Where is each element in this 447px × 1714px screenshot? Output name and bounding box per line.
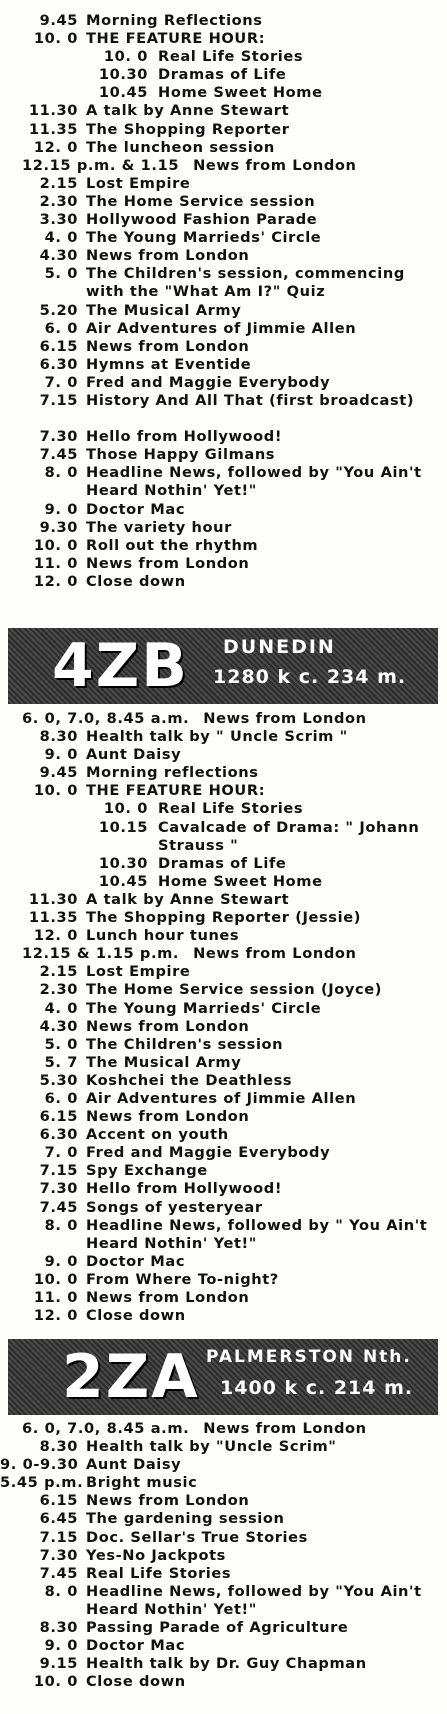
schedule-entry [0, 1289, 447, 1307]
entry-programme: Doctor Mac [86, 500, 186, 518]
entry-programme: Fred and Maggie Everybody [86, 373, 331, 391]
entry-programme: News from London [86, 1492, 250, 1510]
schedule-entry [0, 927, 447, 945]
entry-programme: The Musical Army [86, 301, 242, 319]
entry-programme: Lunch hour tunes [86, 927, 240, 945]
entry-time: 10. 0 [33, 30, 78, 48]
schedule-entry [0, 891, 447, 909]
entry-time: 10.15 [98, 818, 148, 836]
entry-time: 6.30 [39, 355, 78, 373]
entry-programme: News from London [86, 1108, 250, 1126]
schedule-entry [0, 1673, 447, 1691]
station-city: DUNEDIN [223, 636, 336, 658]
entry-programme: Roll out the rhythm [86, 536, 259, 554]
entry-programme: Hymns at Eventide [86, 355, 252, 373]
schedule-entry [0, 1583, 447, 1619]
schedule-entry [0, 1054, 447, 1072]
entry-time: 7.45 [39, 1198, 78, 1216]
station-banner-4zb [8, 628, 438, 704]
entry-programme: News from London [86, 337, 250, 355]
schedule-entry [0, 84, 447, 102]
entry-time: 9. 0 [44, 746, 78, 764]
entry-time: 4.30 [39, 247, 78, 265]
entry-programme: Air Adventures of Jimmie Allen [86, 319, 357, 337]
schedule-entry [0, 855, 447, 873]
entry-programme: Doctor Mac [86, 1637, 186, 1655]
entry-time: 9.45 [39, 12, 78, 29]
schedule-entry [0, 1529, 447, 1547]
station-call-sign: 2ZA [62, 1342, 200, 1412]
entry-time: 11.35 [28, 909, 78, 927]
schedule-entry [0, 1000, 447, 1018]
entry-programme: Close down [86, 572, 186, 590]
entry-time: 7. 0 [44, 373, 78, 391]
entry-programme: Passing Parade of Agriculture [86, 1619, 349, 1637]
schedule-entry [0, 302, 447, 320]
schedule-entry [0, 392, 447, 428]
entry-programme: The luncheon session [86, 138, 275, 156]
schedule-entry [0, 356, 447, 374]
entry-time: 11.30 [28, 102, 78, 120]
schedule-entry [0, 800, 447, 818]
entry-programme: A talk by Anne Stewart [86, 890, 290, 908]
schedule-entry [0, 1162, 447, 1180]
entry-programme: Spy Exchange [86, 1162, 208, 1180]
schedule-entry [0, 764, 447, 782]
entry-programme: Health talk by Dr. Guy Chapman [86, 1655, 367, 1673]
entry-time: 10.45 [98, 872, 148, 890]
schedule-entry [0, 1307, 447, 1325]
entry-time: 11.30 [28, 890, 78, 908]
entry-time: 9. 0 [44, 500, 78, 518]
entry-programme: Headline News, followed by "You Ain't Heard Nothin' Yet!" [86, 1582, 422, 1618]
schedule-entry [0, 963, 447, 981]
entry-programme: Headline News, followed by " You Ain't Heard Nothin' Yet!" [86, 1216, 428, 1252]
entry-programme: Those Happy Gilmans [86, 446, 276, 464]
entry-programme: Cavalcade of Drama: " Johann Strauss " [158, 818, 420, 854]
entry-time: 6.15 [39, 1108, 78, 1126]
entry-programme: Doc. Sellar's True Stories [86, 1528, 308, 1546]
schedule-entry [0, 464, 447, 500]
entry-time: 12. 0 [33, 138, 78, 156]
entry-programme: News from London [203, 1420, 367, 1437]
schedule-entry [0, 537, 447, 555]
entry-programme: Health talk by " Uncle Scrim " [86, 728, 348, 746]
entry-time: 9.15 [39, 1655, 78, 1673]
entry-programme: Close down [86, 1673, 186, 1691]
schedule-entry [0, 1565, 447, 1583]
entry-programme: Real Life Stories [158, 48, 304, 66]
entry-programme: News from London [86, 247, 250, 265]
entry-programme: The gardening session [86, 1510, 285, 1528]
entry-time: 5. 0 [44, 265, 78, 283]
entry-time: 11. 0 [33, 1289, 78, 1306]
schedule-entry [0, 193, 447, 211]
entry-time: 7. 0 [44, 1144, 78, 1162]
entry-programme: Fred and Maggie Everybody [86, 1144, 331, 1162]
entry-time: 10. 0 [33, 536, 78, 554]
schedule-entry [0, 1456, 447, 1474]
schedule-entry [0, 909, 447, 927]
entry-programme: Doctor Mac [86, 1252, 186, 1270]
schedule-entry [0, 247, 447, 265]
schedule-entry [0, 519, 447, 537]
entry-time: 8.30 [39, 728, 78, 746]
entry-programme: News from London [86, 1289, 250, 1306]
entry-programme: Aunt Daisy [86, 1456, 182, 1474]
schedule-entry [0, 229, 447, 247]
entry-time: 10. 0 [33, 1673, 78, 1691]
entry-time: 9.30 [39, 518, 78, 536]
schedule-entry [0, 1547, 447, 1565]
entry-time: 2.15 [39, 174, 78, 192]
station-call-sign: 4ZB [52, 631, 189, 701]
schedule-entry [0, 1036, 447, 1054]
schedule-entry [0, 121, 447, 139]
entry-time: 6. 0 [44, 319, 78, 337]
entry-programme: Hello from Hollywood! [86, 1180, 283, 1198]
entry-programme: Koshchei the Deathless [86, 1071, 293, 1089]
schedule-entry [0, 746, 447, 764]
entry-time: 2.30 [39, 981, 78, 999]
entry-time: 9. 0-9.30 [0, 1456, 79, 1474]
entry-time: 7.30 [39, 1546, 78, 1564]
schedule-entry [0, 728, 447, 746]
station-frequency: 1280 k c. 234 m. [213, 666, 407, 688]
schedule-entry [0, 1018, 447, 1036]
schedule-entry [0, 12, 447, 30]
entry-time: 6. 0, 7.0, 8.45 a.m. [22, 710, 190, 727]
entry-time: 12.15 p.m. & 1.15 [22, 156, 180, 174]
entry-programme: The Young Marrieds' Circle [86, 229, 322, 247]
entry-time: 10.30 [98, 854, 148, 872]
entry-programme: The Children's session, commencing with the "What Am I?" Quiz [86, 265, 405, 301]
schedule-entry [0, 1655, 447, 1673]
entry-time: 8. 0 [44, 464, 78, 482]
schedule-entry [0, 1217, 447, 1253]
entry-programme: THE FEATURE HOUR: [86, 30, 266, 48]
entry-programme: The Musical Army [86, 1053, 242, 1071]
entry-programme: Morning Reflections [86, 12, 263, 29]
schedule-entry [0, 265, 447, 301]
entry-programme: The Shopping Reporter (Jessie) [86, 909, 361, 927]
entry-programme: Home Sweet Home [158, 872, 323, 890]
entry-programme: Real Life Stories [86, 1564, 232, 1582]
entry-time: 7.45 [39, 1564, 78, 1582]
entry-time: 5. 7 [44, 1053, 78, 1071]
schedule-entry [0, 1199, 447, 1217]
entry-time: 7.45 [39, 446, 78, 464]
schedule-entry [0, 873, 447, 891]
schedule-entry [0, 573, 447, 591]
entry-time: 2.30 [39, 192, 78, 210]
schedule-entry [0, 338, 447, 356]
entry-programme: The Young Marrieds' Circle [86, 999, 322, 1017]
schedule-entry [0, 1180, 447, 1198]
schedule-entry [0, 1510, 447, 1528]
schedule-entry [0, 139, 447, 157]
entry-programme: Accent on youth [86, 1126, 229, 1144]
entry-time: 4.30 [39, 1017, 78, 1035]
entry-programme: Songs of yesteryear [86, 1198, 263, 1216]
entry-programme: News from London [203, 710, 367, 727]
entry-time: 6. 0 [44, 1089, 78, 1107]
entry-time: 6.45 [39, 1510, 78, 1528]
entry-time: 6.30 [39, 1126, 78, 1144]
schedule-entry [0, 1144, 447, 1162]
entry-programme: News from London [86, 1017, 250, 1035]
entry-programme: The Home Service session [86, 192, 316, 210]
station-frequency: 1400 k c. 214 m. [220, 1377, 414, 1399]
schedule-entry [0, 30, 447, 48]
entry-time: 4. 0 [44, 229, 78, 247]
schedule-entry [0, 1474, 447, 1492]
schedule-entry [0, 945, 447, 963]
entry-programme: A talk by Anne Stewart [86, 102, 290, 120]
entry-time: 10.45 [98, 84, 148, 102]
schedule-entry [0, 446, 447, 464]
schedule-entry [0, 819, 447, 855]
entry-time: 9. 0 [44, 1637, 78, 1655]
entry-programme: Yes-No Jackpots [86, 1546, 226, 1564]
entry-time: 7.30 [39, 1180, 78, 1198]
entry-programme: THE FEATURE HOUR: [86, 782, 266, 800]
entry-programme: News from London [193, 156, 357, 174]
entry-programme: Bright music [86, 1474, 198, 1492]
schedule-entry [0, 48, 447, 66]
schedule-entry [0, 374, 447, 392]
schedule-entry [0, 710, 447, 728]
entry-programme: Dramas of Life [158, 66, 287, 84]
schedule-entry [0, 1619, 447, 1637]
schedule-entry [0, 981, 447, 999]
schedule-entry [0, 1420, 447, 1438]
entry-time: 11.35 [28, 120, 78, 138]
schedule-entry [0, 1637, 447, 1655]
entry-time: 11. 0 [33, 554, 78, 572]
entry-time: 8.30 [39, 1619, 78, 1637]
entry-time: 7.30 [39, 428, 78, 446]
entry-time: 6. 0, 7.0, 8.45 a.m. [22, 1420, 190, 1437]
schedule-entry [0, 1492, 447, 1510]
entry-time: 5.30 [39, 1071, 78, 1089]
entry-time: 4. 0 [44, 999, 78, 1017]
schedule-entry [0, 1108, 447, 1126]
entry-programme: Air Adventures of Jimmie Allen [86, 1089, 357, 1107]
entry-time: 8. 0 [44, 1582, 78, 1600]
schedule-section-1 [0, 12, 447, 591]
entry-programme: The Home Service session (Joyce) [86, 981, 383, 999]
entry-programme: Headline News, followed by "You Ain't Heard Nothin' Yet!" [86, 464, 422, 500]
entry-time: 10. 0 [33, 1270, 78, 1288]
schedule-section-3 [0, 1420, 447, 1691]
entry-programme: Aunt Daisy [86, 746, 182, 764]
schedule-entry [0, 1271, 447, 1289]
entry-programme: From Where To-night? [86, 1270, 279, 1288]
schedule-entry [0, 66, 447, 84]
entry-time: 9. 0 [44, 1252, 78, 1270]
entry-time: 12. 0 [33, 572, 78, 590]
schedule-entry [0, 1438, 447, 1456]
schedule-entry [0, 1253, 447, 1271]
entry-time: 7.15 [39, 1162, 78, 1180]
entry-time: 8.30 [39, 1438, 78, 1456]
schedule-entry [0, 175, 447, 193]
schedule-entry [0, 555, 447, 573]
entry-time: 12.15 & 1.15 p.m. [22, 945, 180, 963]
schedule-entry [0, 1126, 447, 1144]
entry-programme: The Shopping Reporter [86, 120, 290, 138]
entry-programme: Close down [86, 1307, 186, 1325]
entry-programme: Health talk by "Uncle Scrim" [86, 1438, 337, 1456]
entry-time: 5. 0 [44, 1035, 78, 1053]
schedule-entry [0, 501, 447, 519]
entry-time: 5.20 [39, 301, 78, 319]
schedule-entry [0, 157, 447, 175]
entry-time: 2.15 [39, 963, 78, 981]
entry-time: 12. 0 [33, 927, 78, 945]
entry-programme: History And All That (first broadcast) [86, 391, 415, 409]
schedule-entry [0, 320, 447, 338]
entry-time: 12. 0 [33, 1307, 78, 1325]
entry-time: 9.45 [39, 764, 78, 782]
entry-time: 10.30 [98, 66, 148, 84]
entry-time: 10. 0 [33, 782, 78, 800]
schedule-section-2 [0, 710, 447, 1325]
schedule-entry [0, 1090, 447, 1108]
entry-time: 3.30 [39, 211, 78, 229]
schedule-entry [0, 782, 447, 800]
schedule-entry [0, 1072, 447, 1090]
entry-time: 7.15 [39, 1528, 78, 1546]
schedule-entry [0, 102, 447, 120]
entry-programme: Dramas of Life [158, 854, 287, 872]
station-banner-2za [8, 1339, 438, 1415]
entry-time: 6.15 [39, 1492, 78, 1510]
entry-programme: Hello from Hollywood! [86, 428, 283, 446]
entry-time: 10. 0 [103, 800, 148, 818]
entry-programme: Morning reflections [86, 764, 259, 782]
entry-time: 8. 0 [44, 1216, 78, 1234]
entry-programme: Lost Empire [86, 963, 191, 981]
schedule-entry [0, 428, 447, 446]
entry-programme: The variety hour [86, 518, 232, 536]
station-city: PALMERSTON Nth. [206, 1347, 412, 1367]
entry-time: 10. 0 [103, 48, 148, 66]
entry-programme: Home Sweet Home [158, 84, 323, 102]
entry-programme: News from London [86, 554, 250, 572]
entry-time: 6.15 [39, 337, 78, 355]
entry-programme: The Children's session [86, 1035, 284, 1053]
entry-programme: Lost Empire [86, 174, 191, 192]
entry-programme: Real Life Stories [158, 800, 304, 818]
entry-time: 7.15 [39, 391, 78, 409]
entry-programme: News from London [193, 945, 357, 963]
schedule-entry [0, 211, 447, 229]
entry-programme: Hollywood Fashion Parade [86, 211, 318, 229]
entry-time: 5.45 p.m. [0, 1474, 84, 1492]
